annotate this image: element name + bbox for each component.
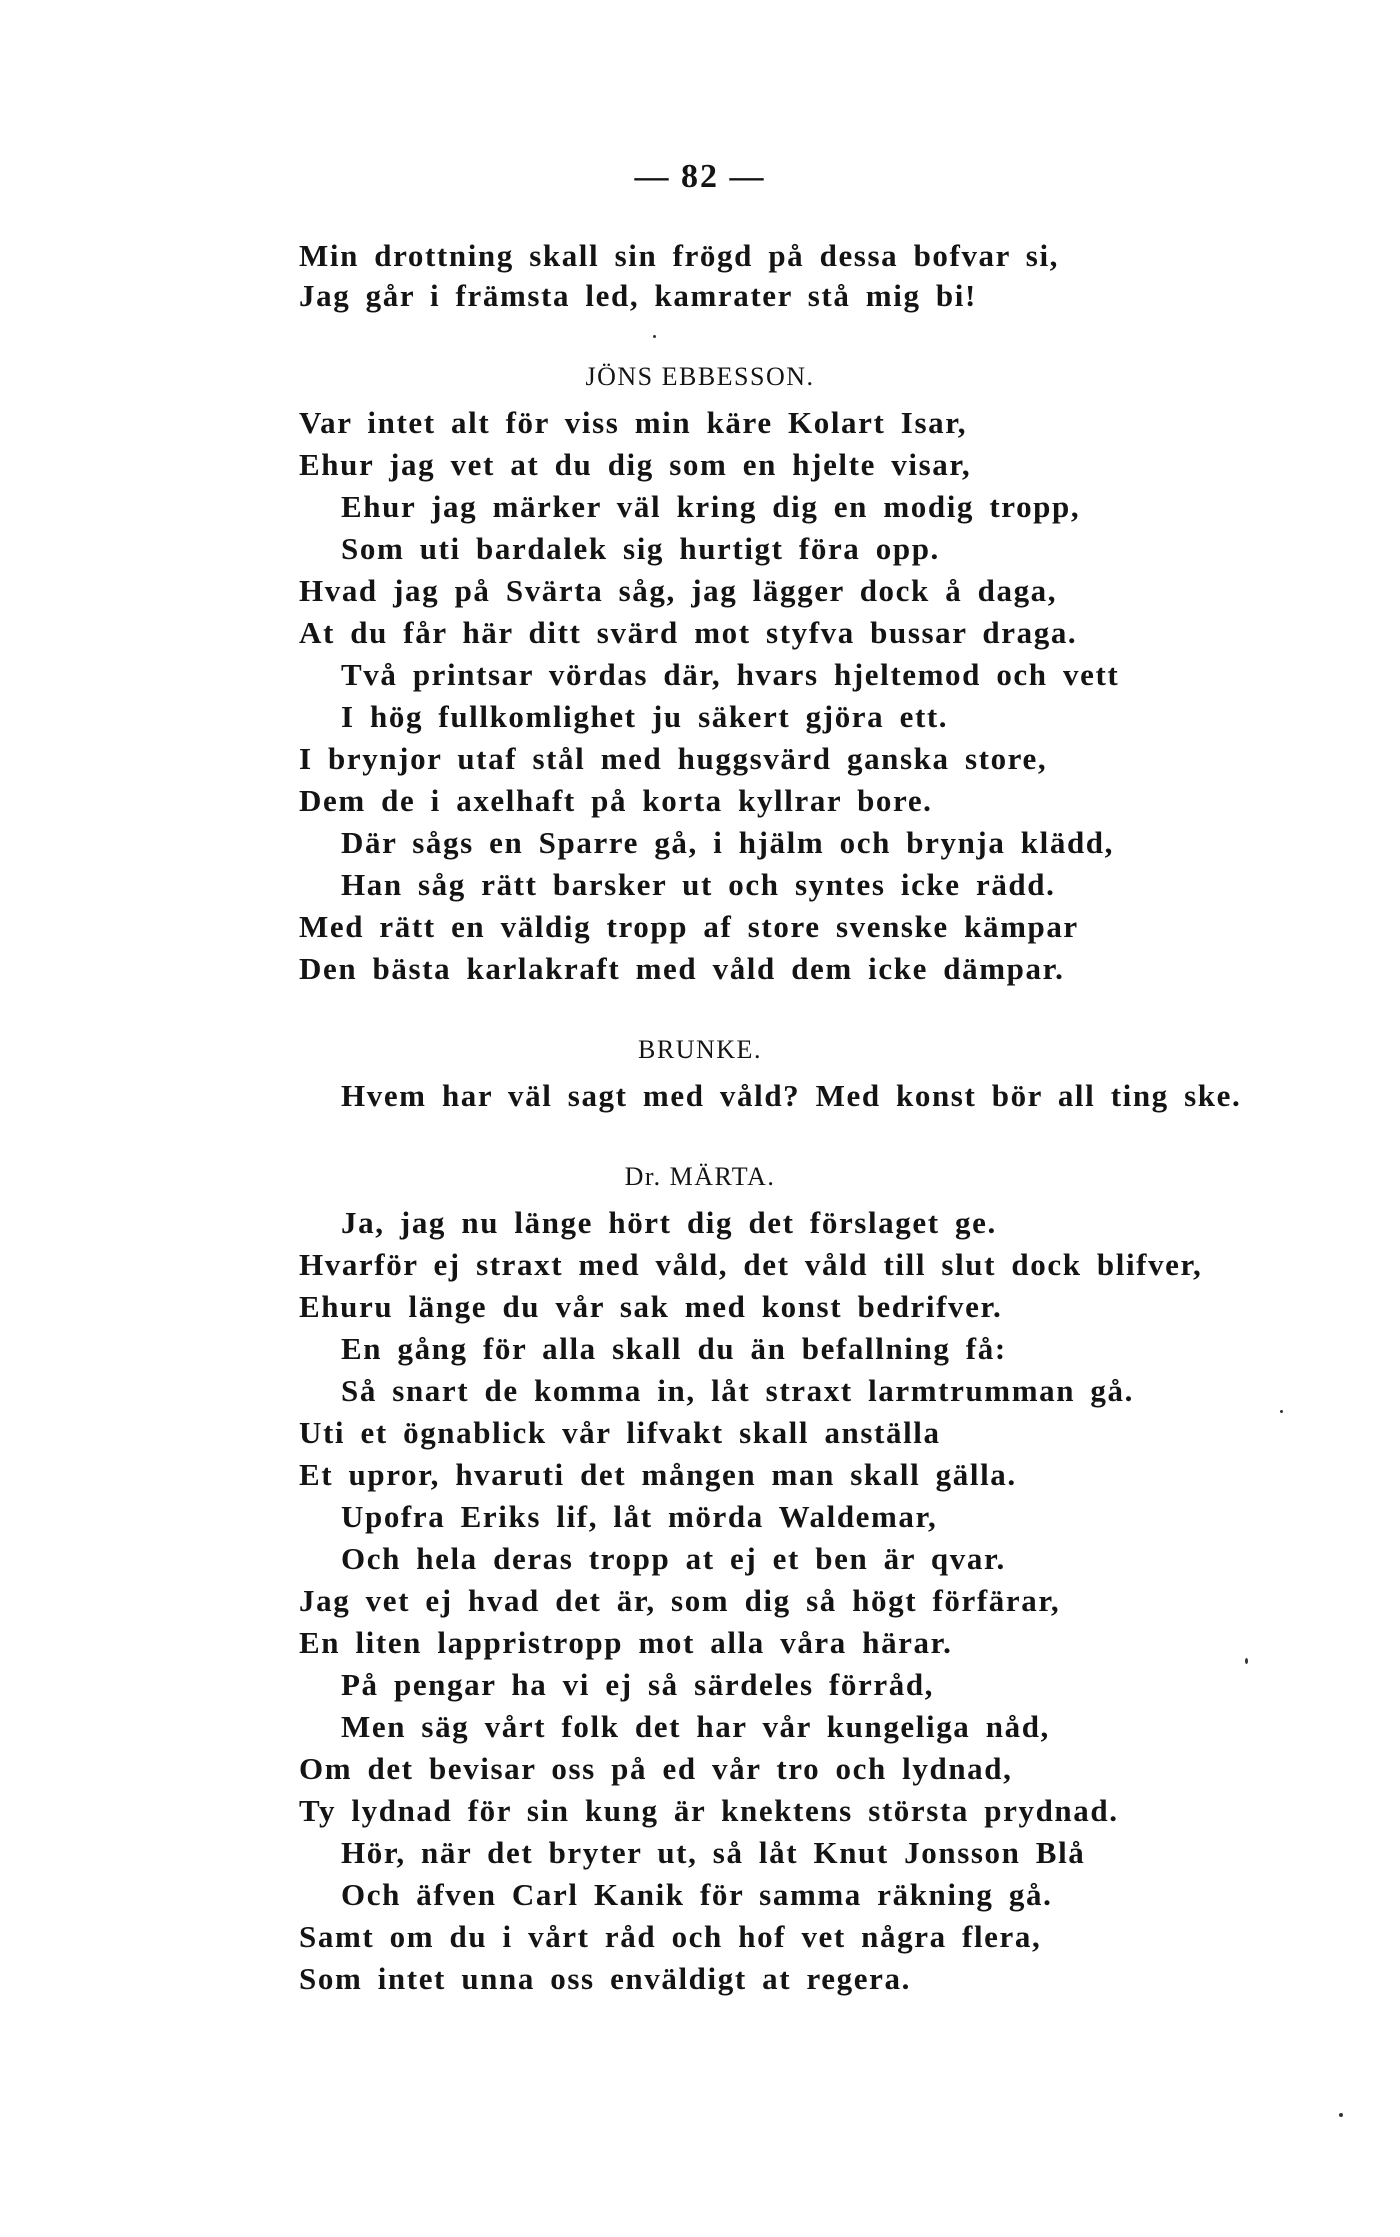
verse-line: Som intet unna oss enväldigt at regera. (299, 1961, 911, 1996)
speaker-heading: Dr. MÄRTA. (624, 1162, 776, 1191)
print-speck (1280, 1410, 1283, 1413)
verse-line: Hvad jag på Svärta såg, jag lägger dock å daga, (299, 573, 1058, 608)
verse-line: Ty lydnad för sin kung är knektens största prydnad. (299, 1793, 1119, 1828)
verse-line: Den bästa karlakraft med våld dem icke dämpar. (299, 951, 1065, 986)
verse-line: At du får här ditt svärd mot styfva bussar draga. (299, 615, 1078, 650)
verse-line: Var intet alt för viss min käre Kolart Isar, (299, 405, 968, 440)
print-speck (653, 335, 656, 338)
verse-line: Två printsar vördas där, hvars hjeltemod och vett (341, 657, 1120, 692)
verse-line: Med rätt en väldig tropp af store svenske kämpar (299, 909, 1079, 944)
verse-line: Hvem har väl sagt med våld? Med konst bör all ting ske. (341, 1078, 1242, 1113)
verse-line: Samt om du i vårt råd och hof vet några flera, (299, 1919, 1042, 1954)
verse-line: På pengar ha vi ej så särdeles förråd, (341, 1667, 935, 1702)
verse-line: Som uti bardalek sig hurtigt föra opp. (341, 531, 940, 566)
verse-line: Dem de i axelhaft på korta kyllrar bore. (299, 783, 933, 818)
verse-line: Jag går i främsta led, kamrater stå mig bi! (299, 278, 977, 313)
verse-line: Uti et ögnablick vår lifvakt skall anställa (299, 1415, 941, 1450)
verse-line: Et upror, hvaruti det mången man skall gälla. (299, 1457, 1017, 1492)
speaker-heading: JÖNS EBBESSON. (585, 362, 815, 391)
verse-line: Han såg rätt barsker ut och syntes icke rädd. (341, 867, 1056, 902)
verse-line: Men säg vårt folk det har vår kungeliga nåd, (341, 1709, 1050, 1744)
verse-line: I hög fullkomlighet ju säkert gjöra ett. (341, 699, 949, 734)
verse-line: Ja, jag nu länge hört dig det förslaget ge. (341, 1205, 997, 1240)
verse-line: Min drottning skall sin frögd på dessa bofvar si, (299, 238, 1060, 273)
verse-line: En liten lappristropp mot alla våra härar. (299, 1625, 953, 1660)
verse-line: Hör, när det bryter ut, så låt Knut Jonsson Blå (341, 1835, 1086, 1870)
verse-line: Ehuru länge du vår sak med konst bedrifver. (299, 1289, 1003, 1324)
verse-line: En gång för alla skall du än befallning få: (341, 1331, 1007, 1366)
verse-line: I brynjor utaf stål med huggsvärd ganska store, (299, 741, 1048, 776)
verse-line: Om det bevisar oss på ed vår tro och lydnad, (299, 1751, 1013, 1786)
verse-line: Ehur jag vet at du dig som en hjelte visar, (299, 447, 972, 482)
verse-line: Där sågs en Sparre gå, i hjälm och brynja klädd, (341, 825, 1114, 860)
verse-line: Så snart de komma in, låt straxt larmtrumman gå. (341, 1373, 1134, 1408)
verse-line: Upofra Eriks lif, låt mörda Waldemar, (341, 1499, 938, 1534)
speaker-heading: BRUNKE. (638, 1035, 762, 1064)
verse-line: Och hela deras tropp at ej et ben är qvar. (341, 1541, 1006, 1576)
verse-line: Ehur jag märker väl kring dig en modig tropp, (341, 489, 1081, 524)
verse-line: Jag vet ej hvad det är, som dig så högt förfärar, (299, 1583, 1061, 1618)
print-speck (1339, 2113, 1343, 2117)
verse-line: Hvarför ej straxt med våld, det våld till slut dock blifver, (299, 1247, 1203, 1282)
page-number: — 82 — (634, 158, 766, 195)
verse-line: Och äfven Carl Kanik för samma räkning gå. (341, 1877, 1053, 1912)
print-speck (1245, 1658, 1248, 1664)
